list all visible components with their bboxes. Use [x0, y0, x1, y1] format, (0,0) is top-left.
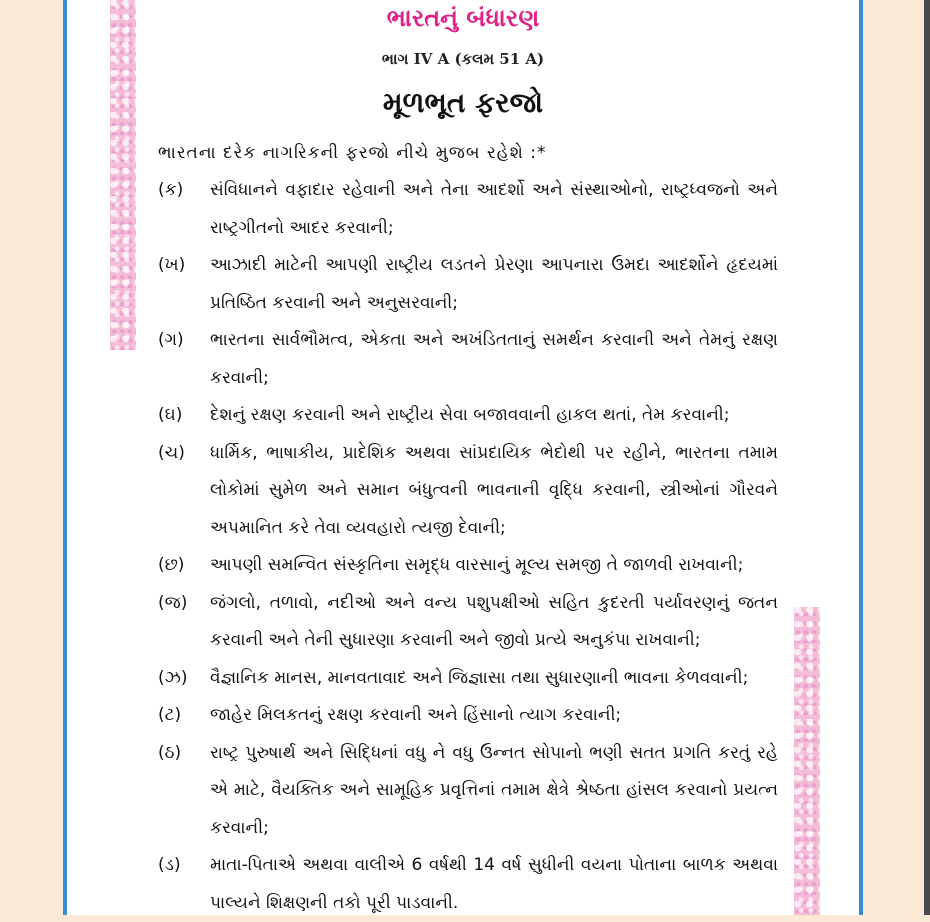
duty-item	[158, 697, 778, 735]
duty-marker: (ખ)	[158, 255, 186, 275]
duty-item	[158, 585, 778, 660]
duty-marker: (ઠ)	[158, 742, 182, 763]
duty-text: આપણી સમન્વિત સંસ્કૃતિના સમૃદ્ધ વારસાનું મૂલ્ય સમજી તે જાળવી રાખવાની;	[210, 555, 744, 575]
duty-item	[158, 847, 778, 922]
floral-decoration-right	[794, 607, 820, 915]
duty-marker: (ઝ)	[158, 667, 188, 688]
document-title: ભારતનું બંધારણ	[386, 4, 540, 32]
duty-text: સંવિધાનને વફાદાર રહેવાની અને તેના આદર્શો અને સંસ્થાઓનો, રાષ્ટ્રધ્વજનો અને રાષ્ટ્રગીતનો આદર કરવાની;	[210, 180, 778, 238]
duty-item	[158, 247, 778, 322]
right-margin	[863, 0, 930, 915]
duty-text: ધાર્મિક, ભાષાકીય, પ્રાદેશિક અથવા સાંપ્રદાયિક ભેદોથી પર રહીને, ભારતના તમામ લોકોમાં સુમેળ અને સમાન બંધુત્વની ભાવનાની વૃદ્ધિ કરવાની, સ્ત્રીઓનાં ગૌરવને અપમાનિત કરે તેવા વ્યવહારો ત્યજી દેવાની;	[210, 442, 778, 538]
duty-item	[158, 397, 778, 435]
intro-text: ભારતના દરેક નાગરિકની ફરજો નીચે મુજબ રહેશે :*	[158, 143, 547, 163]
duty-item	[158, 435, 778, 548]
duty-item	[158, 660, 778, 698]
duty-item	[158, 735, 778, 848]
duty-marker: (ગ)	[158, 330, 184, 350]
duty-text: માતા-પિતાએ અથવા વાલીએ 6 વર્ષથી 14 વર્ષ સુધીની વયના પોતાના બાળક અથવા પાલ્યને શિક્ષણની તકો પૂરી પાડવાની.	[210, 855, 778, 913]
duty-text: દેશનું રક્ષણ કરવાની અને રાષ્ટ્રીય સેવા બજાવવાની હાકલ થતાં, તેમ કરવાની;	[210, 405, 730, 425]
duty-marker: (ટ)	[158, 705, 182, 725]
duty-item	[158, 322, 778, 397]
duty-marker: (ઘ)	[158, 405, 183, 425]
section-heading: મૂળભૂત ફરજો	[382, 86, 544, 119]
duty-text: વૈજ્ઞાનિક માનસ, માનવતાવાદ અને જિજ્ઞાસા તથા સુધારણાની ભાવના કેળવવાની;	[210, 667, 749, 688]
duty-marker: (ચ)	[158, 442, 185, 463]
duty-text: ભારતના સાર્વભૌમત્વ, એકતા અને અખંડિતતાનું સમર્થન કરવાની અને તેમનું રક્ષણ કરવાની;	[210, 330, 778, 388]
duty-marker: (ડ)	[158, 855, 181, 875]
duty-marker: (જ)	[158, 592, 188, 613]
duty-text: રાષ્ટ્ર પુરુષાર્થ અને સિદ્ધિનાં વધુ ને વધુ ઉન્નત સોપાનો ભણી સતત પ્રગતિ કરતું રહે એ માટે, વૈયક્તિક અને સામૂહિક પ્રવૃત્તિનાં તમામ ક્ષેત્રે શ્રેષ્ઠતા હાંસલ કરવાનો પ્રયત્ન કરવાની;	[210, 742, 778, 838]
part-label: ભાગ IV A (કલમ 51 A)	[381, 50, 545, 68]
duties-list	[158, 172, 778, 922]
left-margin	[0, 0, 63, 915]
duty-marker: (ક)	[158, 180, 184, 200]
duty-marker: (છ)	[158, 555, 185, 575]
duty-text: આઝાદી માટેની આપણી રાષ્ટ્રીય લડતને પ્રેરણા આપનારા ઉમદા આદર્શોને હૃદયમાં પ્રતિષ્ઠિત કરવાની અને અનુસરવાની;	[210, 255, 778, 313]
duty-text: જાહેર મિલકતનું રક્ષણ કરવાની અને હિંસાનો ત્યાગ કરવાની;	[210, 705, 622, 725]
duty-item	[158, 547, 778, 585]
duty-text: જંગલો, તળાવો, નદીઓ અને વન્ય પશુપક્ષીઓ સહિત કુદરતી પર્યાવરણનું જતન કરવાની અને તેની સુધારણા કરવાની અને જીવો પ્રત્યે અનુકંપા રાખવાની;	[210, 592, 778, 650]
right-edge	[924, 0, 930, 915]
duty-item	[158, 172, 778, 247]
